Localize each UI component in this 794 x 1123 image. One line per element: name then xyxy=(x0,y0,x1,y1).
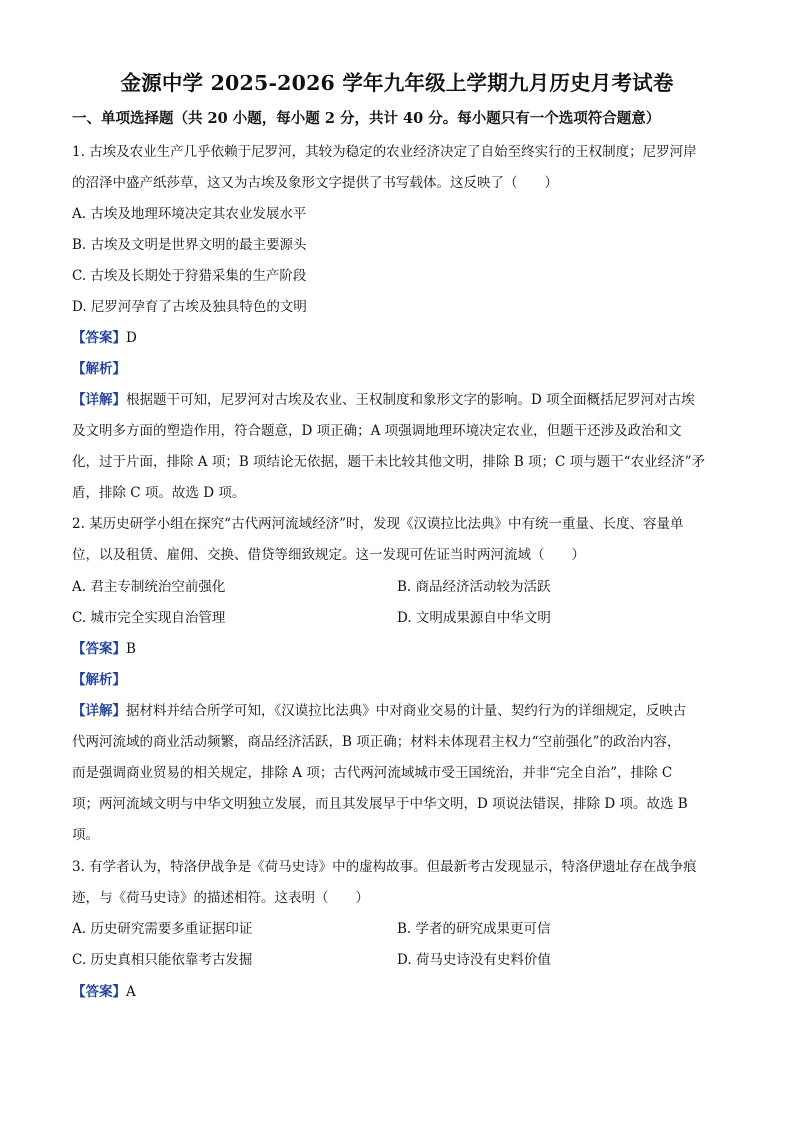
question-2-option-b: B. 商品经济活动较为活跃 xyxy=(397,579,551,595)
question-3-answer xyxy=(72,982,724,1002)
question-2-stem-line-2: 位，以及租赁、雇佣、交换、借贷等细致规定。这一发现可佐证当时两河流域（ ） xyxy=(72,547,585,563)
question-2-option-a: A. 君主专制统治空前强化 xyxy=(72,579,226,595)
question-1-detail-line-3: 化，过于片面，排除 A 项；B 项结论无依据，题干未比较其他文明，排除 B 项；C 项与题干“农业经济”矛 xyxy=(72,454,705,470)
question-2-answer xyxy=(72,639,724,659)
question-2-option-c: C. 城市完全实现自治管理 xyxy=(72,610,226,626)
detail-text: 根据题干可知，尼罗河对古埃及农业、王权制度和象形文字的影响。D 项全面概括尼罗河对古埃 xyxy=(126,392,695,408)
question-1-answer xyxy=(72,328,724,348)
answer-label: 【答案】 xyxy=(72,330,126,346)
question-2-detail-line-2: 代两河流域的商业活动频繁，商品经济活跃，B 项正确；材料未体现君主权力“空前强化”的政治内容， xyxy=(72,734,681,750)
question-2-option-d: D. 文明成果源自中华文明 xyxy=(397,610,551,626)
question-2-analysis xyxy=(72,670,724,690)
question-1-stem-line-1: 1. 古埃及农业生产几乎依赖于尼罗河，其较为稳定的农业经济决定了自始至终实行的王权制度；尼罗河岸 xyxy=(72,144,697,160)
question-1-option-c: C. 古埃及长期处于狩猎采集的生产阶段 xyxy=(72,268,307,284)
question-2-detail-line-5: 项。 xyxy=(72,827,99,843)
question-3-stem-line-1: 3. 有学者认为，特洛伊战争是《荷马史诗》中的虚构故事。但最新考古发现显示，特洛伊遗址存在战争痕 xyxy=(72,859,697,875)
question-1-option-b: B. 古埃及文明是世界文明的最主要源头 xyxy=(72,237,307,253)
exam-title: 金源中学 2025-2026 学年九年级上学期九月历史月考试卷 xyxy=(120,71,674,95)
analysis-label: 【解析】 xyxy=(72,672,126,688)
answer-value: A xyxy=(126,984,136,1000)
question-3-option-a: A. 历史研究需要多重证据印证 xyxy=(72,921,253,937)
question-2-stem-line-1: 2. 某历史研学小组在探究“古代两河流域经济”时，发现《汉谟拉比法典》中有统一重量、长度、容量单 xyxy=(72,516,684,532)
answer-value: B xyxy=(126,641,136,657)
question-2-detail-line-4: 项；两河流域文明与中华文明独立发展，而且其发展早于中华文明，D 项说法错误，排除 D 项。故选 B xyxy=(72,796,688,812)
question-3-option-b: B. 学者的研究成果更可信 xyxy=(397,921,551,937)
section-heading: 一、单项选择题（共 20 小题，每小题 2 分，共计 40 分。每小题只有一个选项符合题意） xyxy=(72,110,661,127)
question-3-option-c: C. 历史真相只能依靠考古发掘 xyxy=(72,952,253,968)
detail-label: 【详解】 xyxy=(72,703,126,719)
question-3-option-d: D. 荷马史诗没有史料价值 xyxy=(397,952,551,968)
question-1-detail-line-1 xyxy=(72,390,724,410)
question-1-detail-line-4: 盾，排除 C 项。故选 D 项。 xyxy=(72,485,246,501)
question-1-analysis xyxy=(72,359,724,379)
detail-text: 据材料并结合所学可知，《汉谟拉比法典》中对商业交易的计量、契约行为的详细规定，反映古 xyxy=(126,703,687,719)
question-1-option-d: D. 尼罗河孕育了古埃及独具特色的文明 xyxy=(72,299,307,315)
question-2-detail-line-3: 而是强调商业贸易的相关规定，排除 A 项；古代两河流域城市受王国统治，并非“完全自治”，排除 C xyxy=(72,765,673,781)
question-1-stem-line-2: 的沼泽中盛产纸莎草，这又为古埃及象形文字提供了书写载体。这反映了（ ） xyxy=(72,175,558,191)
question-3-stem-line-2: 迹，与《荷马史诗》的描述相符。这表明（ ） xyxy=(72,890,369,906)
analysis-label: 【解析】 xyxy=(72,361,126,377)
answer-label: 【答案】 xyxy=(72,984,126,1000)
answer-value: D xyxy=(126,330,137,346)
question-1-detail-line-2: 及文明多方面的塑造作用，符合题意，D 项正确；A 项强调地理环境决定农业，但题干还涉及政治和文 xyxy=(72,423,682,439)
question-1-option-a: A. 古埃及地理环境决定其农业发展水平 xyxy=(72,206,307,222)
detail-label: 【详解】 xyxy=(72,392,126,408)
question-2-detail-line-1 xyxy=(72,701,724,721)
answer-label: 【答案】 xyxy=(72,641,126,657)
